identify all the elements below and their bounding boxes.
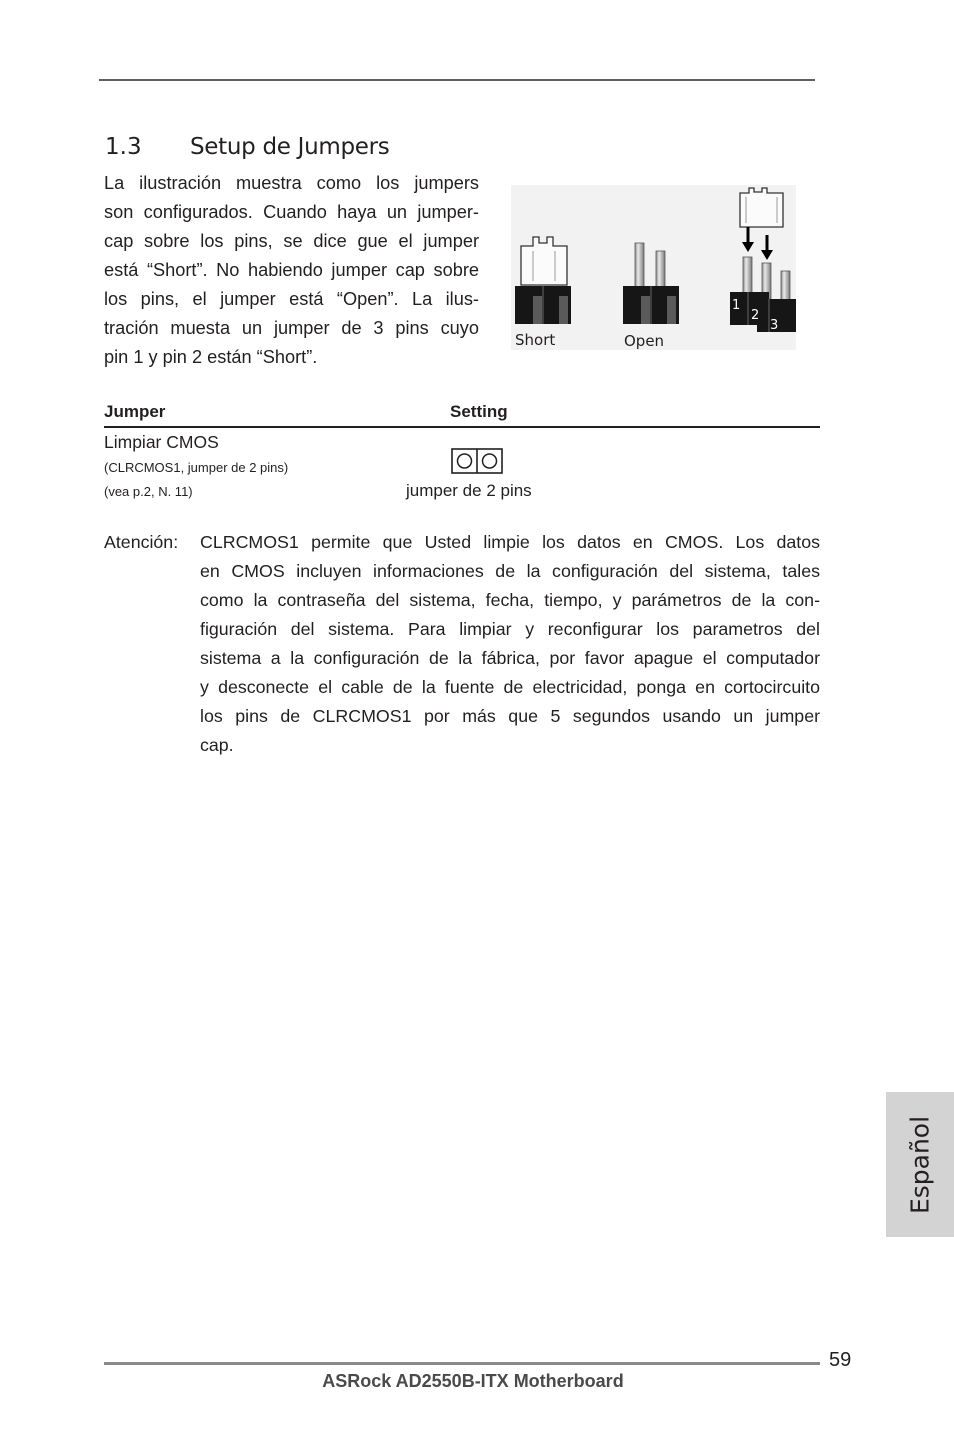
section-number: 1.3 <box>105 134 142 160</box>
attention-line: cap. <box>200 735 234 755</box>
setting-label: jumper de 2 pins <box>406 481 532 500</box>
jumper-illustration <box>511 185 796 350</box>
attention-body <box>200 528 820 760</box>
attention-line: los pins de CLRCMOS1 por más que 5 segundos usando un jumper <box>200 706 820 726</box>
open-jumper <box>623 243 679 324</box>
short-jumper <box>515 237 571 324</box>
table-rule <box>104 426 820 428</box>
table-header-jumper: Jumper <box>104 402 166 421</box>
intro-line: son configurados. Cuando haya un jumper- <box>104 202 479 222</box>
attention-line: sistema a la configuración de la fábrica, por favor apague el computador <box>200 648 820 668</box>
three-pin-jumper <box>730 188 796 333</box>
intro-line: está “Short”. No habiendo jumper cap sobre <box>104 260 479 280</box>
pin-number-3: 3 <box>770 318 779 333</box>
jumper-reference: (vea p.2, N. 11) <box>104 484 193 499</box>
top-rule <box>99 79 815 81</box>
language-tab-label: Español <box>905 1115 935 1214</box>
table-header-setting: Setting <box>450 402 508 421</box>
footer-title <box>0 1371 954 1392</box>
jumper-note: (CLRCMOS1, jumper de 2 pins) <box>104 460 289 475</box>
attention-line: CLRCMOS1 permite que Usted limpie los datos en CMOS. Los datos <box>200 532 820 552</box>
footer-rule <box>104 1362 820 1365</box>
section-title: Setup de Jumpers <box>190 134 390 160</box>
open-label: Open <box>624 332 665 350</box>
attention-label: Atención: <box>104 532 179 552</box>
short-label: Short <box>515 331 556 349</box>
intro-line: cap sobre los pins, se dice gue el jumper <box>104 231 479 251</box>
arrow-down-icon <box>742 227 754 252</box>
arrow-down-icon <box>761 235 773 260</box>
intro-line: La ilustración muestra como los jumpers <box>104 173 479 193</box>
intro-line: pin 1 y pin 2 están “Short”. <box>104 347 318 367</box>
intro-line: los pins, el jumper está “Open”. La ilus- <box>104 289 479 309</box>
attention-line: y desconecte el cable de la fuente de electricidad, ponga en cortocircuito <box>200 677 820 697</box>
attention-line: en CMOS incluyen informaciones de la configuración del sistema, tales <box>200 561 820 581</box>
footer-title-text: ASRock AD2550B-ITX Motherboard <box>322 1371 624 1391</box>
intro-line: tración muesta un jumper de 3 pins cuyo <box>104 318 479 338</box>
language-tab <box>886 1092 954 1237</box>
intro-paragraph <box>104 170 479 373</box>
pin-number-1: 1 <box>732 298 741 313</box>
two-pin-jumper-icon <box>451 448 503 479</box>
pin-number-2: 2 <box>751 308 760 323</box>
jumper-diagram <box>511 185 796 350</box>
attention-line: como la contraseña del sistema, fecha, tiempo, y parámetros de la con- <box>200 590 820 610</box>
jumper-name: Limpiar CMOS <box>104 432 219 452</box>
page-number: 59 <box>829 1349 852 1371</box>
attention-line: figuración del sistema. Para limpiar y reconfigurar los parametros del <box>200 619 820 639</box>
